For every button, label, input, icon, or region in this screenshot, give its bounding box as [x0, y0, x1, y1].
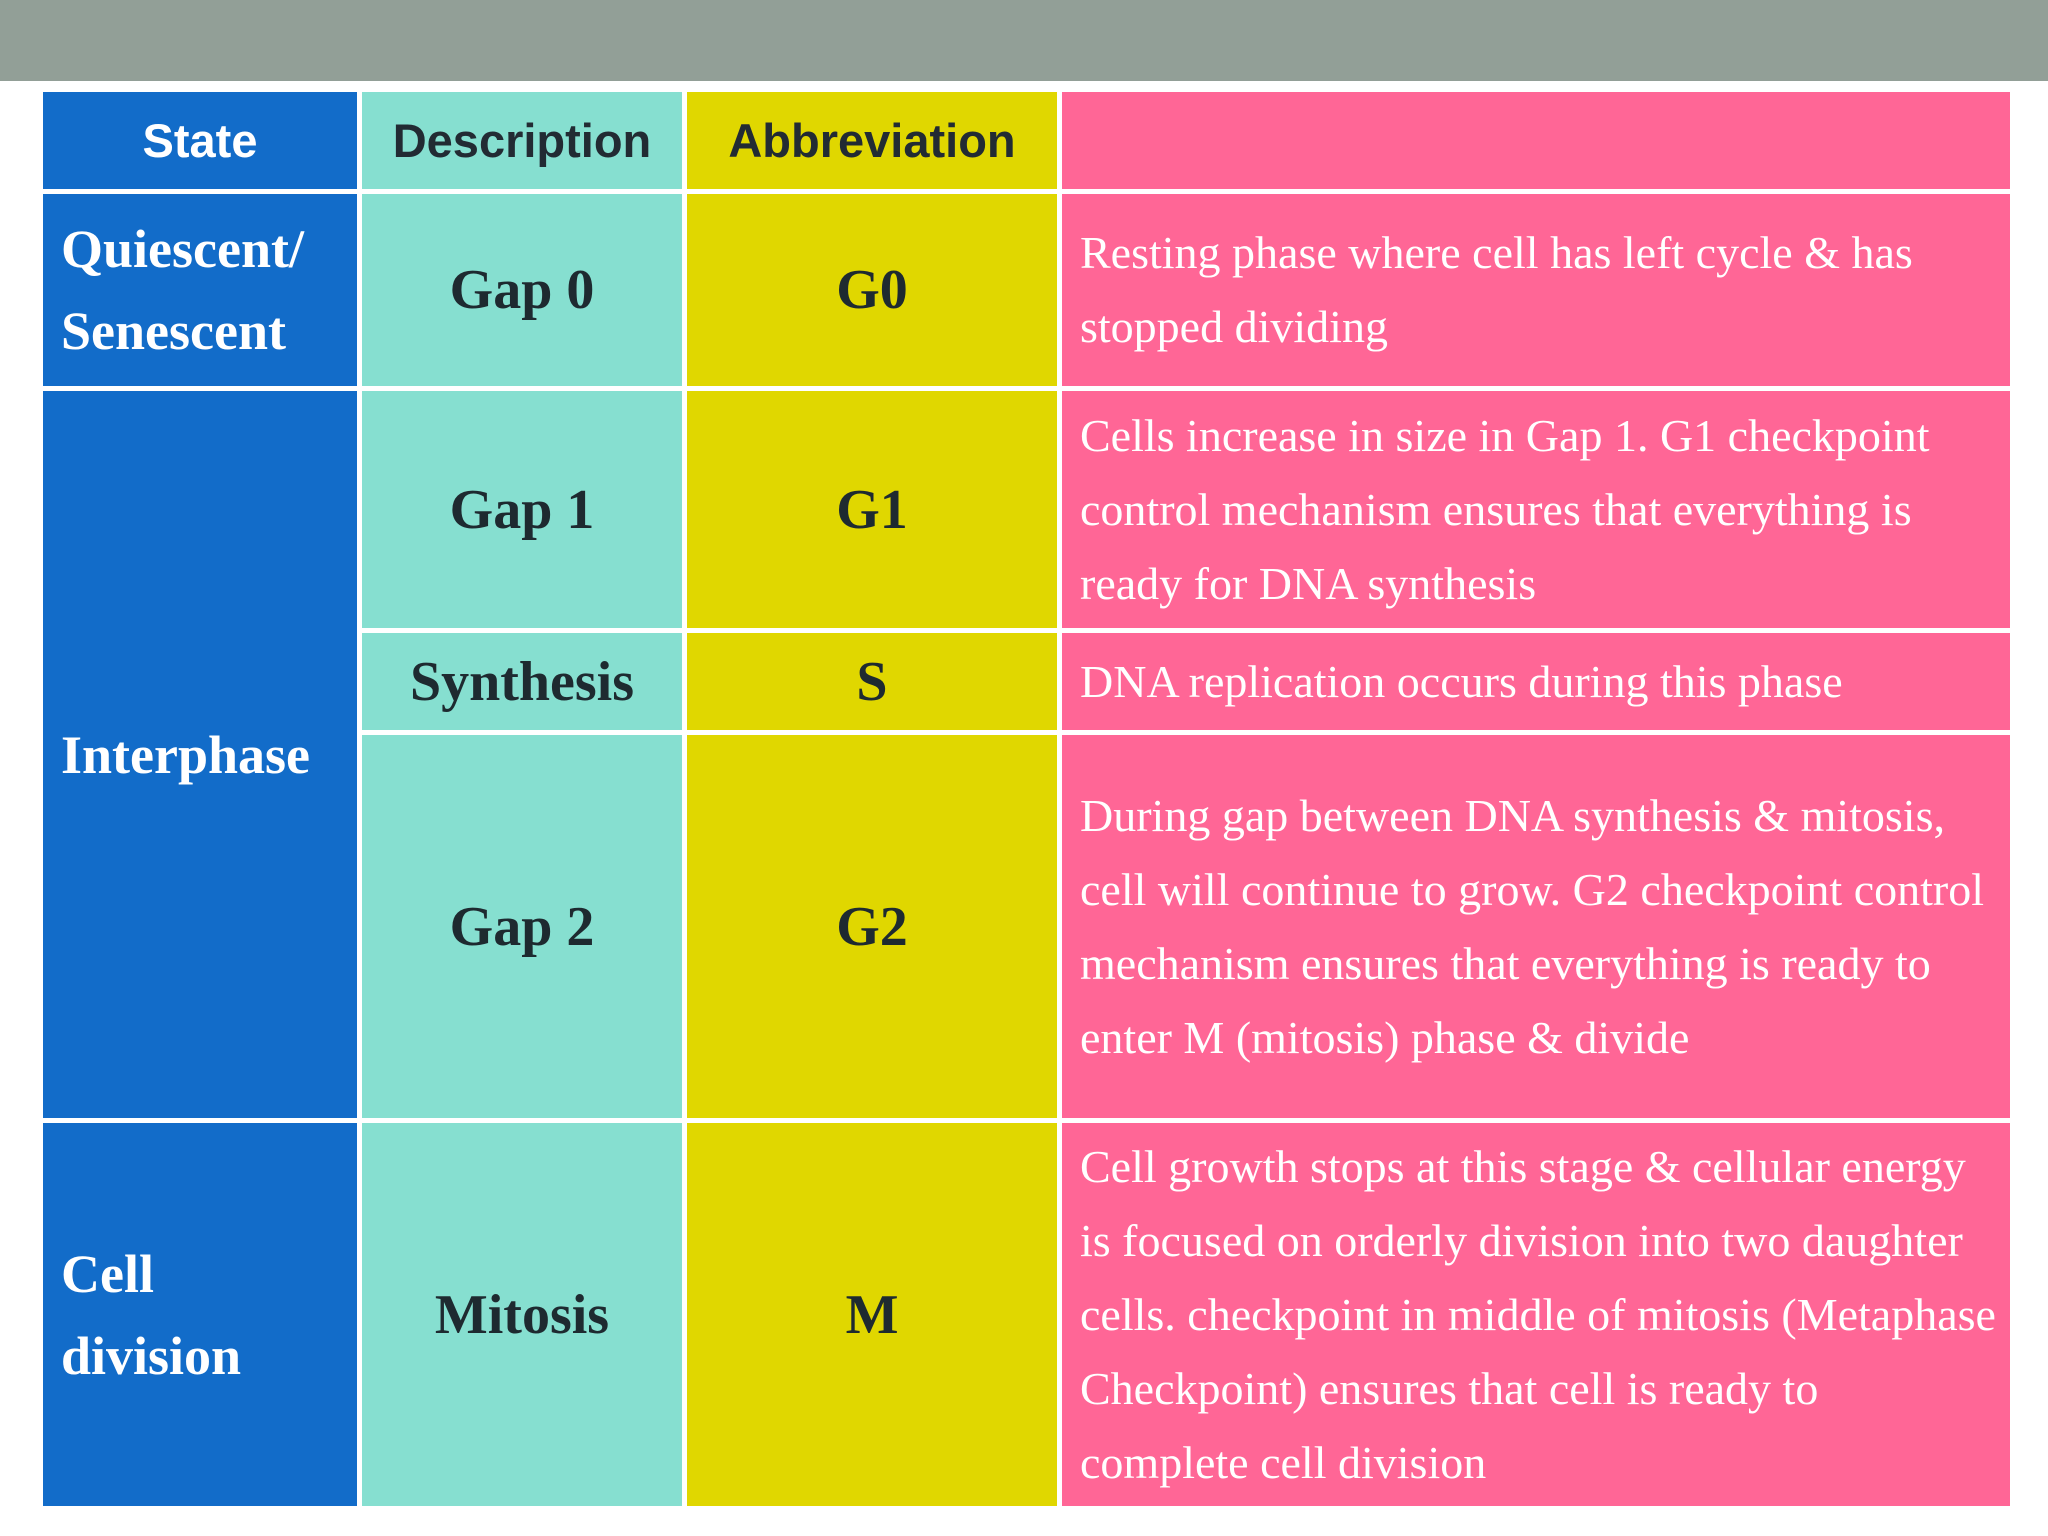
state-cell-division: Cell division [41, 1121, 360, 1509]
description-cell: Gap 1 [360, 389, 685, 631]
state-quiescent: Quiescent/ Senescent [41, 192, 360, 389]
notes-cell: Resting phase where cell has left cycle & has stopped dividing [1060, 192, 2013, 389]
header-state: State [41, 90, 360, 192]
header-abbreviation: Abbreviation [685, 90, 1060, 192]
abbreviation-cell: S [685, 631, 1060, 733]
abbreviation-cell: M [685, 1121, 1060, 1509]
abbreviation-cell: G0 [685, 192, 1060, 389]
notes-cell: Cells increase in size in Gap 1. G1 checkpoint control mechanism ensures that everything is ready for DNA synthesis [1060, 389, 2013, 631]
cell-cycle-table [38, 87, 2015, 1511]
table-row [41, 389, 2013, 631]
notes-cell: Cell growth stops at this stage & cellular energy is focused on orderly division into two daughter cells. checkpoint in middle of mitosis (Metaphase Checkpoint) ensures that cell is ready to complete cell division [1060, 1121, 2013, 1509]
table-row [41, 192, 2013, 389]
table-row [41, 1121, 2013, 1509]
abbreviation-cell: G1 [685, 389, 1060, 631]
header-description: Description [360, 90, 685, 192]
slide-top-bar [0, 0, 2048, 81]
description-cell: Synthesis [360, 631, 685, 733]
description-cell: Mitosis [360, 1121, 685, 1509]
header-notes [1060, 90, 2013, 192]
header-row [41, 90, 2013, 192]
description-cell: Gap 2 [360, 733, 685, 1121]
description-cell: Gap 0 [360, 192, 685, 389]
notes-cell: DNA replication occurs during this phase [1060, 631, 2013, 733]
abbreviation-cell: G2 [685, 733, 1060, 1121]
state-interphase: Interphase [41, 389, 360, 1121]
notes-cell: During gap between DNA synthesis & mitosis, cell will continue to grow. G2 checkpoint control mechanism ensures that everything is ready to enter M (mitosis) phase & divide [1060, 733, 2013, 1121]
